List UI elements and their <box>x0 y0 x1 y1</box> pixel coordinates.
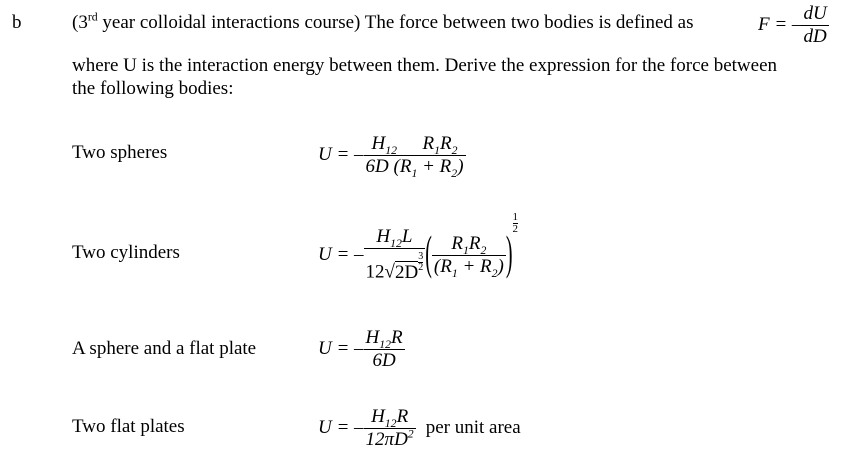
length-symbol: L <box>401 226 413 248</box>
denominator-part: (R <box>393 155 412 177</box>
fraction <box>364 327 405 372</box>
denominator-part: + R <box>417 155 452 177</box>
denominator-part: (R <box>433 255 452 277</box>
subscript: 12 <box>390 237 402 251</box>
question-label: b <box>12 12 22 33</box>
fraction <box>364 226 426 283</box>
exponent-numerator: 1 <box>512 211 519 223</box>
numerator <box>432 233 506 255</box>
sqrt-icon: √ <box>384 261 395 283</box>
radius-symbol: R <box>451 232 463 254</box>
sqrt-radicand <box>395 261 418 283</box>
intro-sup: rd <box>87 10 98 24</box>
subscript: 12 <box>379 337 392 351</box>
exponent-denominator: 2 <box>512 223 519 235</box>
outer-exponent <box>513 212 519 235</box>
equation-lhs: U = – <box>318 417 364 438</box>
hamaker-symbol: H <box>371 132 386 154</box>
denominator-part: 6D <box>365 155 389 177</box>
intro-line-3: the following bodies: <box>72 78 234 99</box>
force-fraction <box>801 3 828 48</box>
denominator-part: + R <box>457 255 492 277</box>
radius-symbol: R <box>440 132 452 154</box>
case-label-sphere-plate: A sphere and a flat plate <box>72 338 257 359</box>
force-denominator: dD <box>803 25 827 47</box>
intro-line <box>72 12 693 34</box>
subscript: 1 <box>451 266 458 280</box>
denominator-part: ) <box>497 255 504 277</box>
radius-symbol: R <box>396 405 409 427</box>
fraction <box>364 133 466 178</box>
subscript: 12 <box>385 143 398 157</box>
subscript: 12 <box>384 416 397 430</box>
intro-rest: year colloidal interactions course) The force between two bodies is defined as <box>97 12 694 33</box>
subscript: 1 <box>434 143 441 157</box>
right-paren-icon: ) <box>505 227 513 281</box>
exponent-fraction <box>418 252 423 273</box>
intro-open: (3 <box>72 12 88 33</box>
exponent-numerator: 3 <box>418 251 424 263</box>
radicand-text: 2D <box>394 261 419 283</box>
numerator <box>364 327 405 349</box>
subscript: 2 <box>491 266 498 280</box>
denominator-part: 12 <box>365 261 385 283</box>
equation-cylinders <box>318 212 518 298</box>
numerator <box>364 406 416 428</box>
case-label-spheres: Two spheres <box>72 142 168 163</box>
exponent-denominator: 2 <box>418 262 424 274</box>
case-label-flat-plates: Two flat plates <box>72 416 185 437</box>
denominator: 6D <box>364 349 405 372</box>
force-numerator: dU <box>803 2 827 24</box>
numerator <box>364 133 466 155</box>
subscript: 2 <box>451 143 458 157</box>
fraction <box>364 406 416 451</box>
superscript: 2 <box>407 427 414 441</box>
subscript: 2 <box>451 166 458 180</box>
subscript: 1 <box>411 166 418 180</box>
force-lhs: F = – <box>758 14 802 35</box>
denominator <box>364 155 466 178</box>
intro-line-2: where U is the interaction energy between them. Derive the expression for the force between <box>72 55 778 76</box>
equation-lhs: U = – <box>318 338 364 359</box>
equation-flat-plates <box>318 402 521 454</box>
denominator <box>364 248 426 283</box>
radius-symbol: R <box>468 232 481 254</box>
equation-lhs: U = – <box>318 244 364 265</box>
equation-sphere-plate <box>318 324 405 374</box>
fraction <box>432 233 506 278</box>
subscript: 1 <box>462 243 469 257</box>
numerator <box>364 226 426 251</box>
force-definition <box>758 0 829 50</box>
hamaker-symbol: H <box>376 226 391 248</box>
denominator <box>364 428 416 451</box>
left-paren-icon: ( <box>425 227 432 281</box>
case-label-cylinders: Two cylinders <box>72 242 180 263</box>
denominator-part: 12πD <box>365 428 408 450</box>
hamaker-symbol: H <box>371 405 385 427</box>
hamaker-symbol: H <box>365 326 380 348</box>
equation-lhs: U = – <box>318 144 364 165</box>
radius-symbol: R <box>391 326 403 348</box>
subscript: 2 <box>480 243 487 257</box>
radius-symbol: R <box>422 132 435 154</box>
equation-spheres <box>318 130 466 180</box>
denominator <box>432 255 506 278</box>
denominator-part: ) <box>457 155 464 177</box>
per-unit-area-label: per unit area <box>425 417 521 438</box>
